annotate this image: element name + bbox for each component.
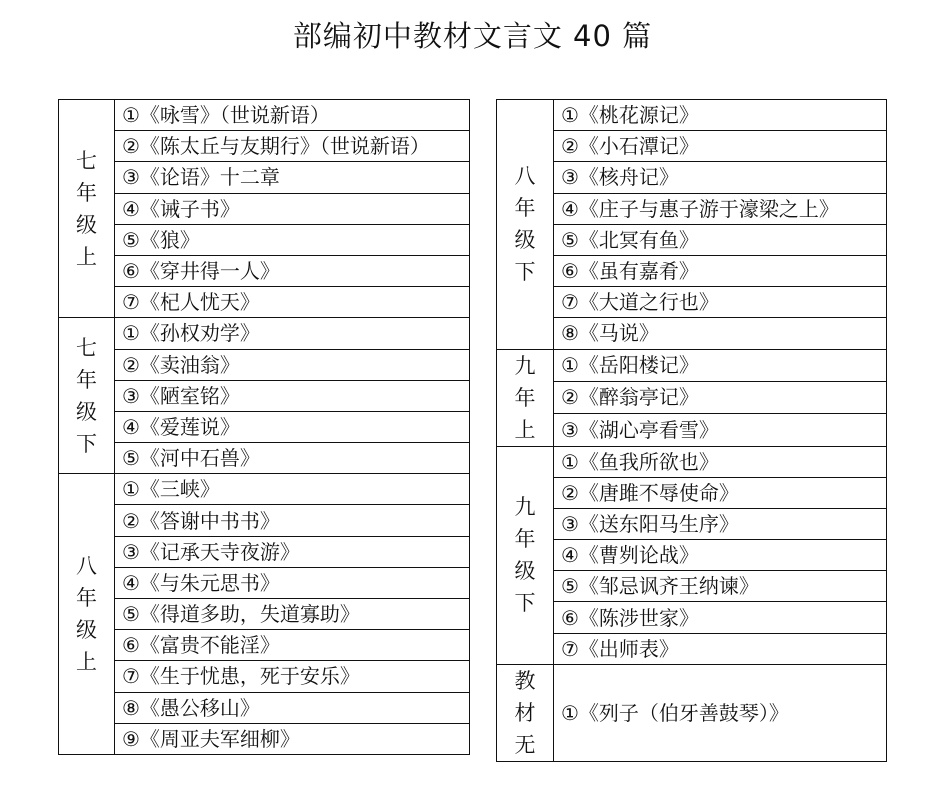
table-row <box>59 474 470 505</box>
grade-char: 年 <box>514 385 536 410</box>
table-row <box>497 349 887 381</box>
grade-label <box>59 474 115 755</box>
text-item: ⑦《大道之行也》 <box>554 287 887 318</box>
table-row <box>497 287 887 318</box>
text-item: ②《醉翁亭记》 <box>554 381 887 413</box>
text-item: ⑧《愚公移山》 <box>115 692 470 723</box>
table-row <box>59 349 470 380</box>
table-row <box>497 633 887 664</box>
text-item: ②《卖油翁》 <box>115 349 470 380</box>
text-item: ⑥《陈涉世家》 <box>554 602 887 633</box>
text-item: ⑤《北冥有鱼》 <box>554 224 887 255</box>
text-item: ⑦《杞人忧天》 <box>115 287 470 318</box>
text-item: ③《陋室铭》 <box>115 380 470 411</box>
table-row <box>59 100 470 131</box>
text-item: ③《湖心亭看雪》 <box>554 414 887 446</box>
table-row <box>59 193 470 224</box>
table-row <box>497 602 887 633</box>
page-title: 部编初中教材文言文 40 篇 <box>292 19 653 53</box>
grade-char: 九 <box>514 353 536 378</box>
text-item: ⑦《生于忧患，死于安乐》 <box>115 661 470 692</box>
text-item: ⑧《马说》 <box>554 318 887 349</box>
grade-label <box>497 100 554 350</box>
table-row <box>497 540 887 571</box>
grade-char: 级 <box>76 399 97 424</box>
table-row <box>59 723 470 754</box>
table-row <box>59 599 470 630</box>
table-row <box>59 255 470 286</box>
grade-label <box>497 664 554 761</box>
text-item: ④《爱莲说》 <box>115 411 470 442</box>
left-table <box>58 99 470 755</box>
grade-char: 年 <box>514 527 536 552</box>
table-row <box>497 100 887 131</box>
grade-char: 年 <box>76 180 97 205</box>
grade-char: 材 <box>514 700 536 725</box>
text-item: ④《庄子与惠子游于濠梁之上》 <box>554 193 887 224</box>
table-row <box>497 255 887 286</box>
text-item: ①《三峡》 <box>115 474 470 505</box>
text-item: ②《唐雎不辱使命》 <box>554 477 887 508</box>
text-item: ①《岳阳楼记》 <box>554 349 887 381</box>
grade-char: 级 <box>514 228 536 253</box>
grade-char: 年 <box>76 367 97 392</box>
grade-label <box>59 100 115 318</box>
table-row <box>59 567 470 598</box>
grade-char: 年 <box>76 586 97 611</box>
grade-char: 级 <box>76 212 97 237</box>
grade-char: 八 <box>76 554 97 579</box>
text-item: ③《送东阳马生序》 <box>554 508 887 539</box>
text-item: ③《核舟记》 <box>554 162 887 193</box>
text-item: ⑥《虽有嘉肴》 <box>554 255 887 286</box>
text-item: ⑤《狼》 <box>115 224 470 255</box>
grade-char: 下 <box>514 591 536 616</box>
table-row <box>59 692 470 723</box>
table-row <box>497 224 887 255</box>
grade-char: 七 <box>76 148 97 173</box>
grade-char: 九 <box>514 495 536 520</box>
right-table <box>496 99 887 762</box>
grade-char: 上 <box>76 244 97 269</box>
table-row <box>497 193 887 224</box>
table-row <box>497 318 887 349</box>
text-item: ④《诫子书》 <box>115 193 470 224</box>
table-row <box>497 477 887 508</box>
grade-char: 下 <box>76 431 97 456</box>
table-row <box>497 571 887 602</box>
table-row <box>497 162 887 193</box>
text-item: ⑤《河中石兽》 <box>115 443 470 474</box>
table-row <box>497 131 887 162</box>
table-row <box>497 414 887 446</box>
text-item: ①《列子（伯牙善鼓琴）》 <box>554 664 887 761</box>
text-item: ②《答谢中书书》 <box>115 505 470 536</box>
table-row <box>59 443 470 474</box>
table-row <box>59 131 470 162</box>
grade-char: 级 <box>514 559 536 584</box>
table-row <box>497 381 887 413</box>
text-item: ①《咏雪》（世说新语） <box>115 100 470 131</box>
grade-char: 年 <box>514 196 536 221</box>
table-row <box>59 318 470 349</box>
table-row <box>59 505 470 536</box>
grade-label <box>59 318 115 474</box>
table-row <box>59 380 470 411</box>
text-item: ③《论语》十二章 <box>115 162 470 193</box>
grade-char: 八 <box>514 164 536 189</box>
grade-label <box>497 446 554 664</box>
table-row <box>59 224 470 255</box>
table-row <box>59 411 470 442</box>
text-item: ⑦《出师表》 <box>554 633 887 664</box>
table-row <box>59 661 470 692</box>
text-item: ①《桃花源记》 <box>554 100 887 131</box>
table-row <box>59 162 470 193</box>
text-item: ⑨《周亚夫军细柳》 <box>115 723 470 754</box>
grade-char: 级 <box>76 618 97 643</box>
grade-char: 上 <box>76 650 97 675</box>
table-row <box>59 630 470 661</box>
text-item: ⑥《富贵不能淫》 <box>115 630 470 661</box>
grade-char: 教 <box>514 668 536 693</box>
text-item: ④《与朱元思书》 <box>115 567 470 598</box>
grade-char: 无 <box>514 732 536 757</box>
text-item: ③《记承天寺夜游》 <box>115 536 470 567</box>
text-item: ⑥《穿井得一人》 <box>115 255 470 286</box>
text-item: ⑤《邹忌讽齐王纳谏》 <box>554 571 887 602</box>
text-item: ①《鱼我所欲也》 <box>554 446 887 477</box>
grade-char: 下 <box>514 260 536 285</box>
text-item: ②《陈太丘与友期行》（世说新语） <box>115 131 470 162</box>
text-item: ①《孙权劝学》 <box>115 318 470 349</box>
table-row <box>59 287 470 318</box>
grade-label <box>497 349 554 446</box>
table-row <box>497 446 887 477</box>
grade-char: 上 <box>514 417 536 442</box>
text-item: ④《曹刿论战》 <box>554 540 887 571</box>
grade-char: 七 <box>76 335 97 360</box>
text-item: ⑤《得道多助，失道寡助》 <box>115 599 470 630</box>
table-row <box>59 536 470 567</box>
text-item: ②《小石潭记》 <box>554 131 887 162</box>
table-row <box>497 508 887 539</box>
